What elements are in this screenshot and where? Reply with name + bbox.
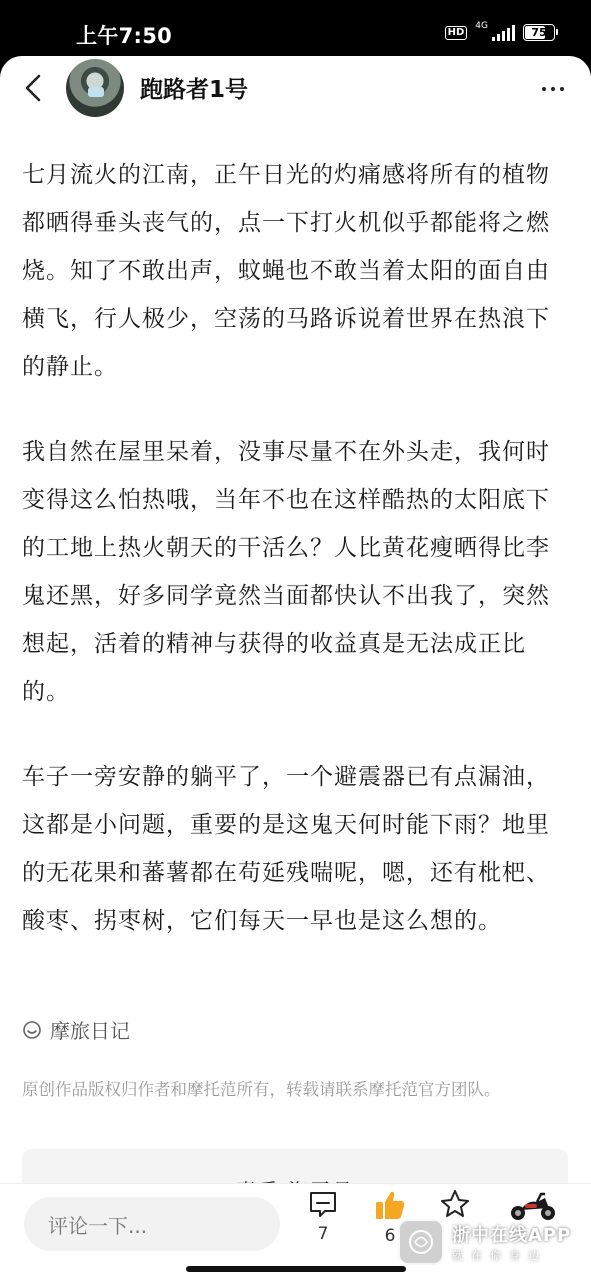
signal-icon bbox=[492, 25, 515, 41]
favorite-button[interactable] bbox=[430, 1188, 480, 1220]
status-time: 上午7:50 bbox=[76, 24, 173, 48]
motorcycle-icon bbox=[507, 1188, 559, 1222]
article-sheet bbox=[0, 56, 591, 1280]
copyright-notice: 原创作品版权归作者和摩托范所有，转载请联系摩托范官方团队。 bbox=[22, 1080, 501, 1099]
status-bar bbox=[0, 0, 591, 64]
back-button[interactable] bbox=[18, 70, 48, 106]
battery-percent: 75 bbox=[531, 26, 547, 39]
like-count: 6 bbox=[384, 1226, 396, 1246]
thumbs-up-icon bbox=[373, 1188, 407, 1222]
watermark-title: 浙中在线APP bbox=[452, 1225, 572, 1246]
author-name[interactable]: 跑路者1号 bbox=[140, 77, 249, 103]
comment-placeholder: 评论一下... bbox=[48, 1213, 148, 1238]
comment-count: 7 bbox=[317, 1224, 329, 1244]
watermark bbox=[398, 1218, 588, 1266]
topic-tag-label: 摩旅日记 bbox=[50, 1019, 130, 1043]
article-paragraph: 七月流火的江南，正午日光的灼痛感将所有的植物都晒得垂头丧气的，点一下打火机似乎都能将之燃烧。知了不敢出声，蚊蝇也不敢当着太阳的面自由横飞，行人极少，空荡的马路诉说着世界在热浪下的静止。 bbox=[22, 162, 550, 380]
comment-input[interactable] bbox=[24, 1197, 280, 1251]
article-body bbox=[22, 151, 568, 982]
topic-icon bbox=[22, 1020, 42, 1040]
share-moto-button[interactable] bbox=[498, 1188, 568, 1222]
article-paragraph: 我自然在屋里呆着，没事尽量不在外头走，我何时变得这么怕热哦，当年不也在这样酷热的太阳底下的工地上热火朝天的干活么？人比黄花瘦晒得比李鬼还黑，好多同学竟然当面都快认不出我了，突然想起，活着的精神与获得的收益真是无法成正比的。 bbox=[22, 439, 550, 705]
more-dots-icon bbox=[542, 87, 546, 91]
more-options-button[interactable] bbox=[533, 74, 573, 104]
home-indicator[interactable] bbox=[186, 1266, 406, 1272]
avatar[interactable] bbox=[66, 59, 124, 117]
watermark-subtitle: 就在你身边 bbox=[452, 1249, 547, 1262]
star-icon bbox=[439, 1188, 471, 1220]
comment-icon bbox=[307, 1188, 339, 1220]
top-bar bbox=[0, 56, 591, 124]
network-type: 4G bbox=[475, 21, 488, 31]
chevron-left-icon bbox=[24, 73, 42, 103]
watermark-logo-icon bbox=[398, 1219, 444, 1265]
comment-button[interactable] bbox=[298, 1188, 348, 1244]
hd-badge: HD bbox=[445, 26, 468, 40]
article-paragraph: 车子一旁安静的躺平了，一个避震器已有点漏油，这都是小问题，重要的是这鬼天何时能下雨？地里的无花果和蕃薯都在苟延残喘呢，嗯，还有枇杷、酸枣、拐枣树，它们每天一早也是这么想的。 bbox=[22, 764, 550, 934]
status-indicators bbox=[445, 21, 555, 41]
topic-tag[interactable] bbox=[22, 1015, 130, 1044]
battery-icon bbox=[523, 24, 555, 41]
